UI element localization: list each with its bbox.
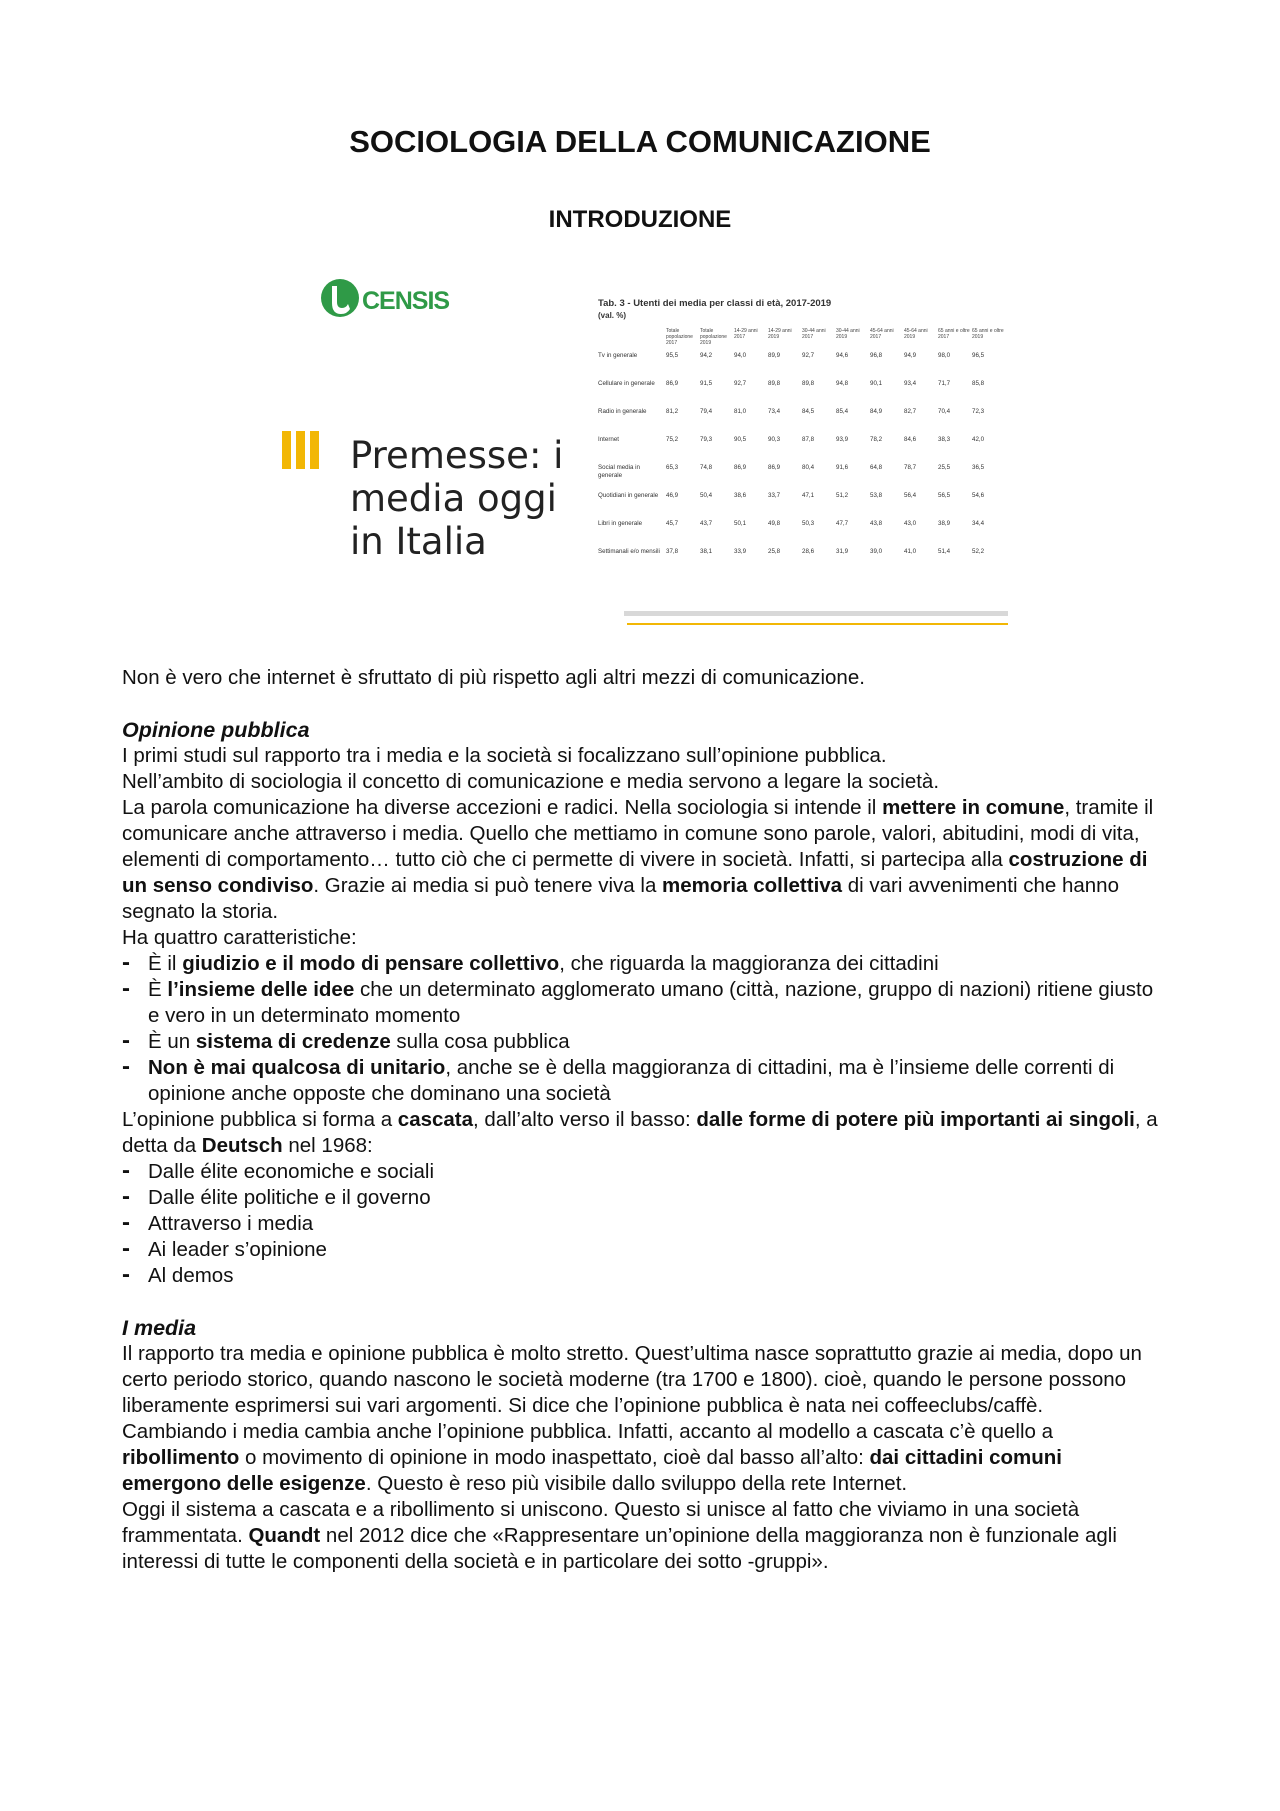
censis-logo <box>320 276 449 320</box>
table-cell: 80,4 <box>802 464 815 471</box>
table-cell: 94,0 <box>734 352 747 359</box>
paragraph: I primi studi sul rapporto tra i media e la società si focalizzano sull’opinione pubblica. <box>122 744 887 767</box>
table-cell: 86,9 <box>768 464 781 471</box>
table-header-cell <box>598 328 666 352</box>
table-cell: 78,2 <box>870 436 883 443</box>
table-cell: 96,8 <box>870 352 883 359</box>
table-cell: 38,6 <box>734 492 747 499</box>
table-cell: 85,8 <box>972 380 985 387</box>
media-usage-table <box>598 298 1018 576</box>
table-header-row <box>598 328 1006 352</box>
table-cell: 90,1 <box>870 380 883 387</box>
table-row <box>598 408 1006 436</box>
table-title: Tab. 3 - Utenti dei media per classi di età, 2017-2019 <box>598 298 832 309</box>
table-cell: 95,5 <box>666 352 679 359</box>
table-cell: 91,5 <box>700 380 713 387</box>
table-cell: 72,3 <box>972 408 985 415</box>
table-row-label: Quotidiani in generale <box>598 492 659 499</box>
table-cell: 79,4 <box>700 408 713 415</box>
table-cell: 49,8 <box>768 520 781 527</box>
table-row-label: Libri in generale <box>598 520 643 527</box>
table-cell: 84,5 <box>802 408 815 415</box>
table-row <box>598 464 1006 492</box>
document-title: SOCIOLOGIA DELLA COMUNICAZIONE <box>349 124 931 159</box>
table-cell: 82,7 <box>904 408 917 415</box>
table-header-cell: 14-29 anni 2017 <box>734 328 758 340</box>
table-header-cell: 45-64 anni 2019 <box>904 328 928 340</box>
table-cell: 64,8 <box>870 464 883 471</box>
table-header-cell: 30-44 anni 2017 <box>802 328 826 340</box>
list-item: - È l’insieme delle idee che un determinato agglomerato umano (città, nazione, gruppo di nazioni) ritiene giusto e vero in un determinato momento <box>122 977 1162 1029</box>
table-cell: 85,4 <box>836 408 849 415</box>
table-cell: 47,1 <box>802 492 815 499</box>
table-header-cell: Totale popolazione 2017 <box>666 328 693 346</box>
table-cell: 51,4 <box>938 548 951 555</box>
table-cell: 89,8 <box>802 380 815 387</box>
table-header-cell: 14-29 anni 2019 <box>768 328 792 340</box>
table-cell: 43,7 <box>700 520 713 527</box>
table-cell: 90,5 <box>734 436 747 443</box>
cascade-list <box>122 1159 1162 1289</box>
table-header-cell: 30-44 anni 2019 <box>836 328 860 340</box>
table-cell: 70,4 <box>938 408 951 415</box>
table-row <box>598 380 1006 408</box>
table-row-label: Tv in generale <box>598 352 638 359</box>
table-header-cell: Totale popolazione 2019 <box>700 328 727 346</box>
list-item: - Dalle élite economiche e sociali <box>122 1159 1162 1185</box>
characteristics-list <box>122 951 1162 1107</box>
table-cell: 86,9 <box>666 380 679 387</box>
table-cell: 98,0 <box>938 352 951 359</box>
table-cell: 43,0 <box>904 520 917 527</box>
table-cell: 39,0 <box>870 548 883 555</box>
table-cell: 94,6 <box>836 352 849 359</box>
table-cell: 94,8 <box>836 380 849 387</box>
table-cell: 53,8 <box>870 492 883 499</box>
table-accent-rule <box>627 623 1008 625</box>
table-rule <box>624 611 1008 616</box>
paragraph: Oggi il sistema a cascata e a ribollimento si uniscono. Questo si unisce al fatto che viviamo in una società frammentata. Quandt nel 2012 dice che «Rappresentare un’opinione della maggioranza non è funzionale agli interessi di tutte le componenti della società e in particolare dei sotto -gruppi». <box>122 1498 1117 1573</box>
table-cell: 46,9 <box>666 492 679 499</box>
table-cell: 34,4 <box>972 520 985 527</box>
table-row-label: Internet <box>598 436 619 443</box>
table-cell: 45,7 <box>666 520 679 527</box>
table-cell: 91,6 <box>836 464 849 471</box>
intro-paragraph: Non è vero che internet è sfruttato di più rispetto agli altri mezzi di comunicazione. <box>122 666 865 689</box>
table-cell: 84,9 <box>870 408 883 415</box>
censis-logo-text: CENSIS <box>362 286 450 315</box>
table-cell: 86,9 <box>734 464 747 471</box>
table-cell: 84,6 <box>904 436 917 443</box>
table-row-label: Cellulare in generale <box>598 380 655 387</box>
table-cell: 87,8 <box>802 436 815 443</box>
table-header-cell: 65 anni e oltre 2019 <box>972 328 1004 340</box>
list-item: - Al demos <box>122 1263 1162 1289</box>
table-cell: 33,9 <box>734 548 747 555</box>
table-cell: 96,5 <box>972 352 985 359</box>
slide-image <box>270 268 1010 638</box>
table-cell: 92,7 <box>734 380 747 387</box>
list-item: - Attraverso i media <box>122 1211 1162 1237</box>
table-cell: 94,2 <box>700 352 713 359</box>
document-body <box>122 665 1162 1575</box>
table-cell: 78,7 <box>904 464 917 471</box>
table-cell: 43,8 <box>870 520 883 527</box>
censis-logo-icon <box>320 278 360 318</box>
table-row-label: Social media in generale <box>598 464 640 479</box>
table-cell: 81,0 <box>734 408 747 415</box>
section-title: INTRODUZIONE <box>548 206 732 233</box>
table-row-label: Radio in generale <box>598 408 647 415</box>
table-cell: 65,3 <box>666 464 679 471</box>
table-cell: 74,8 <box>700 464 713 471</box>
accent-bars-icon <box>282 431 319 469</box>
table-cell: 50,3 <box>802 520 815 527</box>
list-item: - Non è mai qualcosa di unitario, anche se è della maggioranza di cittadini, ma è l’insieme delle correnti di opinione anche opposte che dominano una società <box>122 1055 1162 1107</box>
table-cell: 81,2 <box>666 408 679 415</box>
table-cell: 37,8 <box>666 548 679 555</box>
table-cell: 28,6 <box>802 548 815 555</box>
table-header-cell: 65 anni e oltre 2017 <box>938 328 970 340</box>
heading-i-media: I media <box>122 1316 197 1340</box>
table-cell: 89,9 <box>768 352 781 359</box>
table-cell: 89,8 <box>768 380 781 387</box>
list-item: - È un sistema di credenze sulla cosa pubblica <box>122 1029 1162 1055</box>
table-cell: 79,3 <box>700 436 713 443</box>
table-cell: 54,6 <box>972 492 985 499</box>
table-row <box>598 352 1006 380</box>
paragraph: L’opinione pubblica si forma a cascata, dall’alto verso il basso: dalle forme di potere più importanti ai singoli, a detta da Deutsch nel 1968: <box>122 1108 1158 1157</box>
table-unit: (val. %) <box>598 311 627 320</box>
table-row-label: Settimanali e/o mensili <box>598 548 660 555</box>
table-cell: 50,1 <box>734 520 747 527</box>
table-cell: 36,5 <box>972 464 985 471</box>
table-cell: 56,5 <box>938 492 951 499</box>
table-row <box>598 548 1006 576</box>
table-cell: 33,7 <box>768 492 781 499</box>
heading-opinione-pubblica: Opinione pubblica <box>122 718 310 742</box>
table-cell: 52,2 <box>972 548 985 555</box>
table-cell: 75,2 <box>666 436 679 443</box>
table-cell: 51,2 <box>836 492 849 499</box>
paragraph: Nell’ambito di sociologia il concetto di comunicazione e media servono a legare la società. <box>122 770 940 793</box>
table-cell: 93,9 <box>836 436 849 443</box>
table-cell: 38,1 <box>700 548 713 555</box>
table-cell: 41,0 <box>904 548 917 555</box>
table-header-cell: 45-64 anni 2017 <box>870 328 894 340</box>
table-cell: 56,4 <box>904 492 917 499</box>
table-cell: 90,3 <box>768 436 781 443</box>
table-cell: 31,9 <box>836 548 849 555</box>
paragraph: Ha quattro caratteristiche: <box>122 926 357 949</box>
list-item: - Dalle élite politiche e il governo <box>122 1185 1162 1211</box>
table-cell: 94,9 <box>904 352 917 359</box>
table-cell: 42,0 <box>972 436 985 443</box>
table-cell: 38,3 <box>938 436 951 443</box>
table-cell: 25,8 <box>768 548 781 555</box>
table-cell: 47,7 <box>836 520 849 527</box>
table-cell: 92,7 <box>802 352 815 359</box>
table-cell: 50,4 <box>700 492 713 499</box>
table-cell: 38,9 <box>938 520 951 527</box>
paragraph: Il rapporto tra media e opinione pubblica è molto stretto. Quest’ultima nasce soprattutto grazie ai media, dopo un certo periodo storico, quando nascono le società moderne (tra 1700 e 1800). cioè, quando le persone possono liberamente esprimersi sui vari argomenti. Si dice che l’opinione pubblica è nata nei coffeeclubs/caffè. <box>122 1342 1142 1417</box>
table-cell: 25,5 <box>938 464 951 471</box>
paragraph: La parola comunicazione ha diverse accezioni e radici. Nella sociologia si intende il mettere in comune, tramite il comunicare anche attraverso i media. Quello che mettiamo in comune sono parole, valori, abitudini, modi di vita, elementi di comportamento… tutto ciò che ci permette di vivere in società. Infatti, si partecipa alla costruzione di un senso condiviso. Grazie ai media si può tenere viva la memoria collettiva di vari avvenimenti che hanno segnato la storia. <box>122 796 1154 923</box>
list-item: - È il giudizio e il modo di pensare collettivo, che riguarda la maggioranza dei cittadini <box>122 951 1162 977</box>
table-cell: 73,4 <box>768 408 781 415</box>
table-cell: 71,7 <box>938 380 951 387</box>
slide-heading: Premesse: i media oggi in Italia <box>350 434 564 563</box>
table-row <box>598 520 1006 548</box>
list-item: - Ai leader s’opinione <box>122 1237 1162 1263</box>
paragraph: Cambiando i media cambia anche l’opinione pubblica. Infatti, accanto al modello a cascata c’è quello a ribollimento o movimento di opinione in modo inaspettato, cioè dal basso all’alto: dai cittadini comuni emergono delle esigenze. Questo è reso più visibile dallo sviluppo della rete Internet. <box>122 1420 1062 1495</box>
table-cell: 93,4 <box>904 380 917 387</box>
table-row <box>598 492 1006 520</box>
table-row <box>598 436 1006 464</box>
